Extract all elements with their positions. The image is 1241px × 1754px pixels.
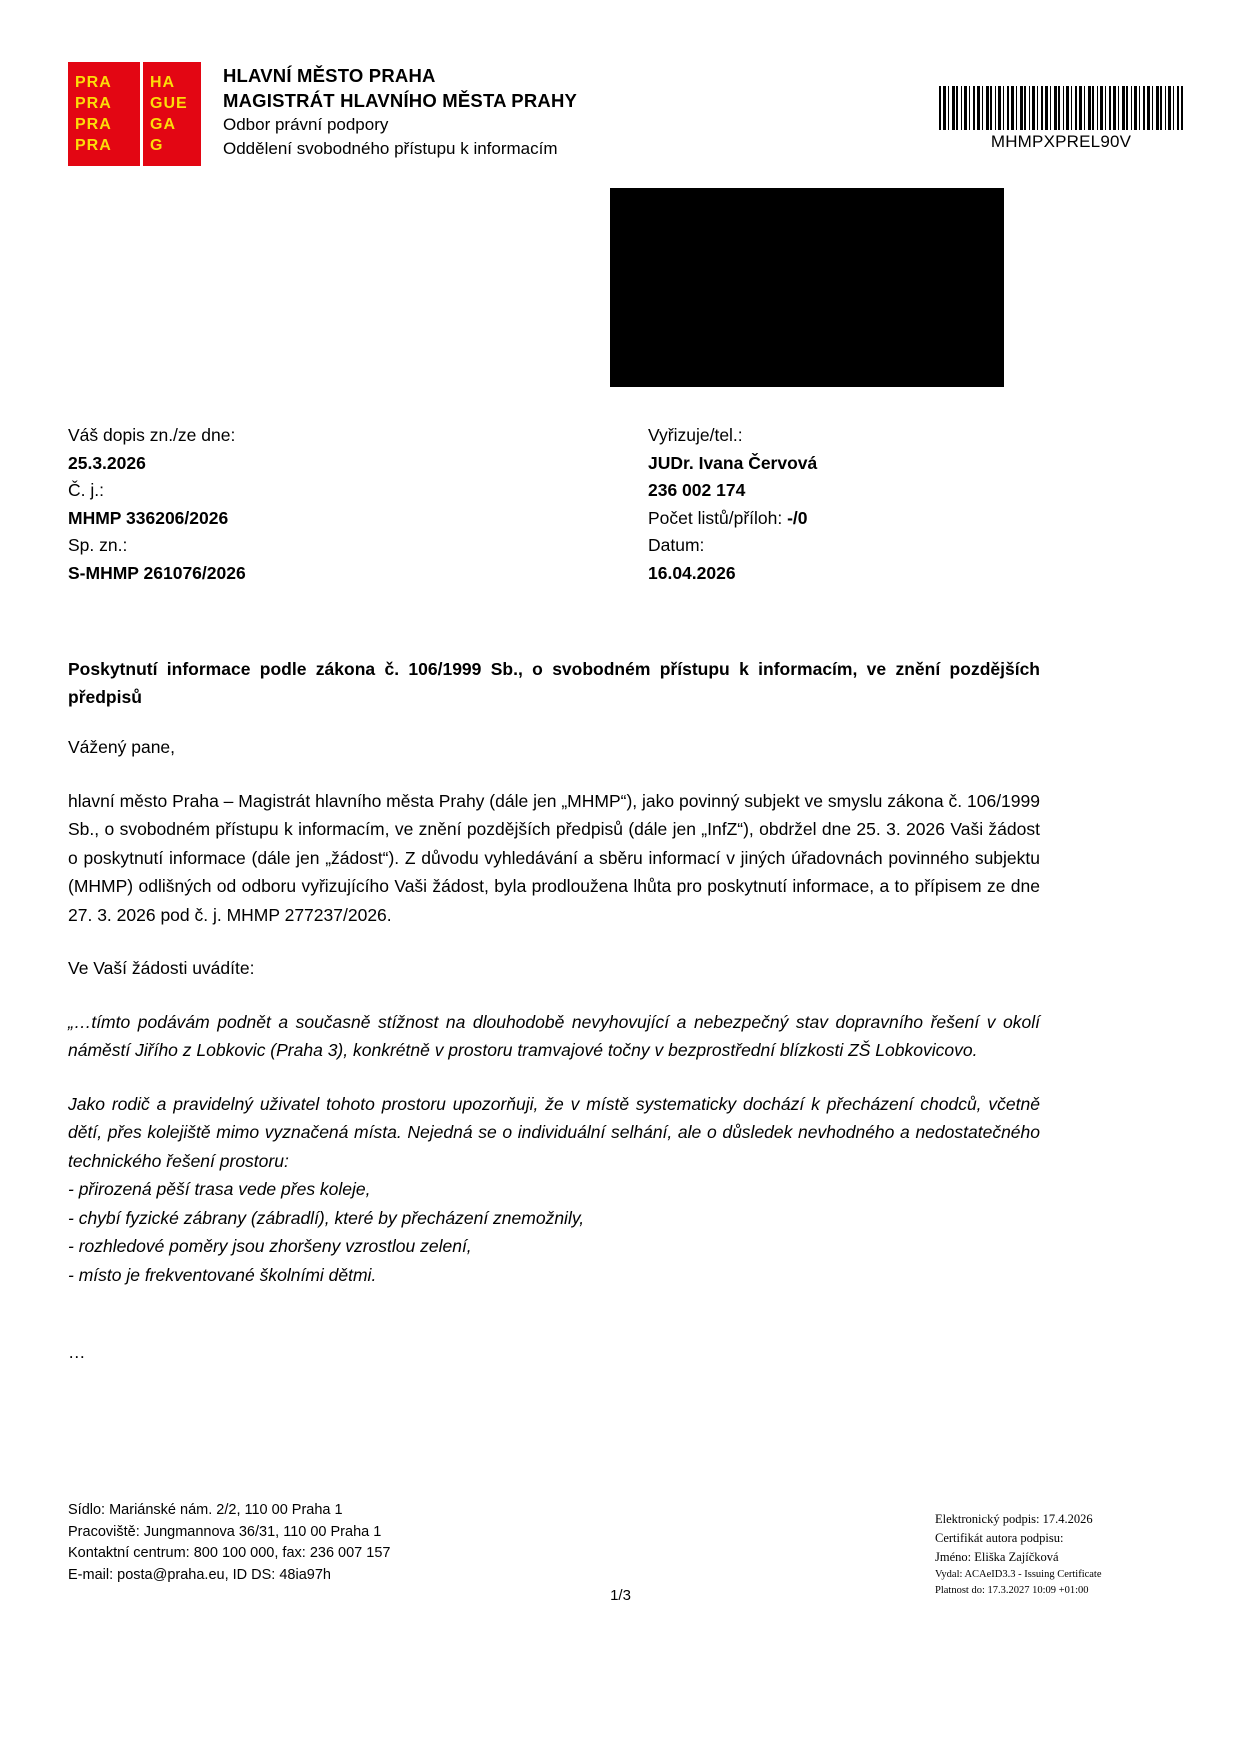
- document-barcode: [939, 86, 1183, 153]
- label-date: Datum:: [648, 535, 705, 555]
- sheets-attachments-row: [648, 505, 1048, 533]
- quoted-paragraph-2: Jako rodič a pravidelný uživatel tohoto prostoru upozorňuji, že v místě systematicky dochází k přecházení chodců, včetně dětí, přes kolejiště mimo vyznačená místa. Nejedná se o individuální selhání, ale o důsledek nevhodného a nedostatečného technického řešení prostoru:: [68, 1093, 1040, 1171]
- quote-bullet: - přirozená pěší trasa vede přes koleje,: [68, 1179, 371, 1199]
- label-your-letter: Váš dopis zn./ze dne:: [68, 425, 236, 445]
- footer-address-seat: Sídlo: Mariánské nám. 2/2, 110 00 Praha 1: [68, 1502, 343, 1518]
- org-title-authority: MAGISTRÁT HLAVNÍHO MĚSTA PRAHY: [223, 90, 578, 111]
- org-title-city: HLAVNÍ MĚSTO PRAHA: [223, 65, 436, 86]
- label-file-number: Č. j.:: [68, 480, 104, 500]
- value-date: 16.04.2026: [648, 562, 736, 583]
- footer-email-databox: E-mail: posta@praha.eu, ID DS: 48ia97h: [68, 1566, 331, 1583]
- organization-block: [223, 62, 577, 161]
- logo-text: PRA: [75, 74, 112, 91]
- prague-logo: [68, 62, 201, 166]
- org-unit: Oddělení svobodného přístupu k informacím: [223, 139, 558, 158]
- signature-date: Elektronický podpis: 17.4.2026: [935, 1512, 1093, 1526]
- logo-text: GUE: [150, 95, 188, 112]
- footer-address-office: Pracoviště: Jungmannova 36/31, 110 00 Praha 1: [68, 1523, 382, 1540]
- logo-text: G: [150, 137, 164, 154]
- logo-text: PRA: [75, 95, 112, 112]
- quote-introduction: Ve Vaší žádosti uvádíte:: [68, 958, 255, 978]
- salutation: Vážený pane,: [68, 737, 176, 757]
- logo-column-right: [143, 62, 201, 166]
- quote-bullet: - rozhledové poměry jsou zhoršeny vzrostlou zelení,: [68, 1236, 472, 1256]
- footer-contact-center: Kontaktní centrum: 800 100 000, fax: 236 007 157: [68, 1545, 391, 1561]
- value-sheets-attachments: -/0: [787, 507, 808, 528]
- barcode-label: MHMPXPREL90V: [990, 132, 1132, 151]
- value-officer-phone: 236 002 174: [648, 480, 746, 500]
- spacer: [68, 1314, 1040, 1338]
- body-paragraph-1: hlavní město Praha – Magistrát hlavního města Prahy (dále jen „MHMP“), jako povinný subjekt ve smyslu zákona č. 106/1999 Sb., o svobodném přístupu k informacím, ve znění pozdějších předpisů (dále jen „InfZ“), obdržel dne 25. 3. 2026 Vaši žádost o poskytnutí informace (dále jen „žádost“). Z důvodu vyhledávání a sběru informací v jiných úřadovnách povinného subjektu (MHMP) odlišných od odboru vyřizujícího Vaši žádost, byla prodloužena lhůta pro poskytnutí informace, a to přípisem ze dne 27. 3. 2026 pod č. j. MHMP 277237/2026.: [68, 790, 1040, 925]
- reference-column-right: [648, 422, 1048, 587]
- signature-author-name: Jméno: Eliška Zajíčková: [935, 1550, 1059, 1564]
- signature-issuer: Vydal: ACAeID3.3 - Issuing Certificate: [935, 1569, 1102, 1580]
- signature-certificate-label: Certifikát autora podpisu:: [935, 1531, 1064, 1545]
- value-reference-mark: S-MHMP 261076/2026: [68, 562, 246, 583]
- logo-column-left: [68, 62, 140, 166]
- barcode-icon: [939, 86, 1183, 130]
- quoted-paragraph-1: „…tímto podávám podnět a současně stížnost na dlouhodobě nevyhovující a nebezpečný stav dopravního řešení v okolí náměstí Jiřího z Lobkovic (Praha 3), konkrétně v prostoru tramvajové točny v bezprostřední blízkosti ZŠ Lobkovicovo.: [68, 1011, 1040, 1060]
- logo-text: GA: [150, 116, 176, 133]
- reference-column-left: [68, 422, 648, 587]
- label-reference-mark: Sp. zn.:: [68, 535, 128, 555]
- value-your-letter-date: 25.3.2026: [68, 452, 146, 473]
- trailing-ellipsis: …: [68, 1342, 86, 1362]
- reference-block: [68, 422, 1068, 587]
- value-officer-name: JUDr. Ivana Červová: [648, 452, 818, 473]
- redacted-recipient-block: [610, 188, 1004, 387]
- page-number: 1/3: [610, 1587, 631, 1604]
- value-file-number: MHMP 336206/2026: [68, 507, 229, 528]
- label-sheets-attachments: Počet listů/příloh:: [648, 507, 788, 528]
- electronic-signature-block: [935, 1510, 1185, 1599]
- document-subject: Poskytnutí informace podle zákona č. 106/1999 Sb., o svobodném přístupu k informacím, ve znění pozdějších předpisů: [68, 659, 1040, 707]
- letterhead: [68, 62, 577, 166]
- page-footer: [68, 1500, 668, 1586]
- logo-text: HA: [150, 74, 176, 91]
- quote-bullet: - místo je frekventované školními dětmi.: [68, 1264, 377, 1285]
- document-body: [68, 733, 1040, 1367]
- logo-text: PRA: [75, 137, 112, 154]
- signature-validity: Platnost do: 17.3.2027 10:09 +01:00: [935, 1585, 1089, 1596]
- quote-bullet: - chybí fyzické zábrany (zábradlí), které by přecházení znemožnily,: [68, 1207, 585, 1228]
- org-department: Odbor právní podpory: [223, 115, 389, 134]
- logo-text: PRA: [75, 116, 112, 133]
- label-handled-by: Vyřizuje/tel.:: [648, 425, 743, 445]
